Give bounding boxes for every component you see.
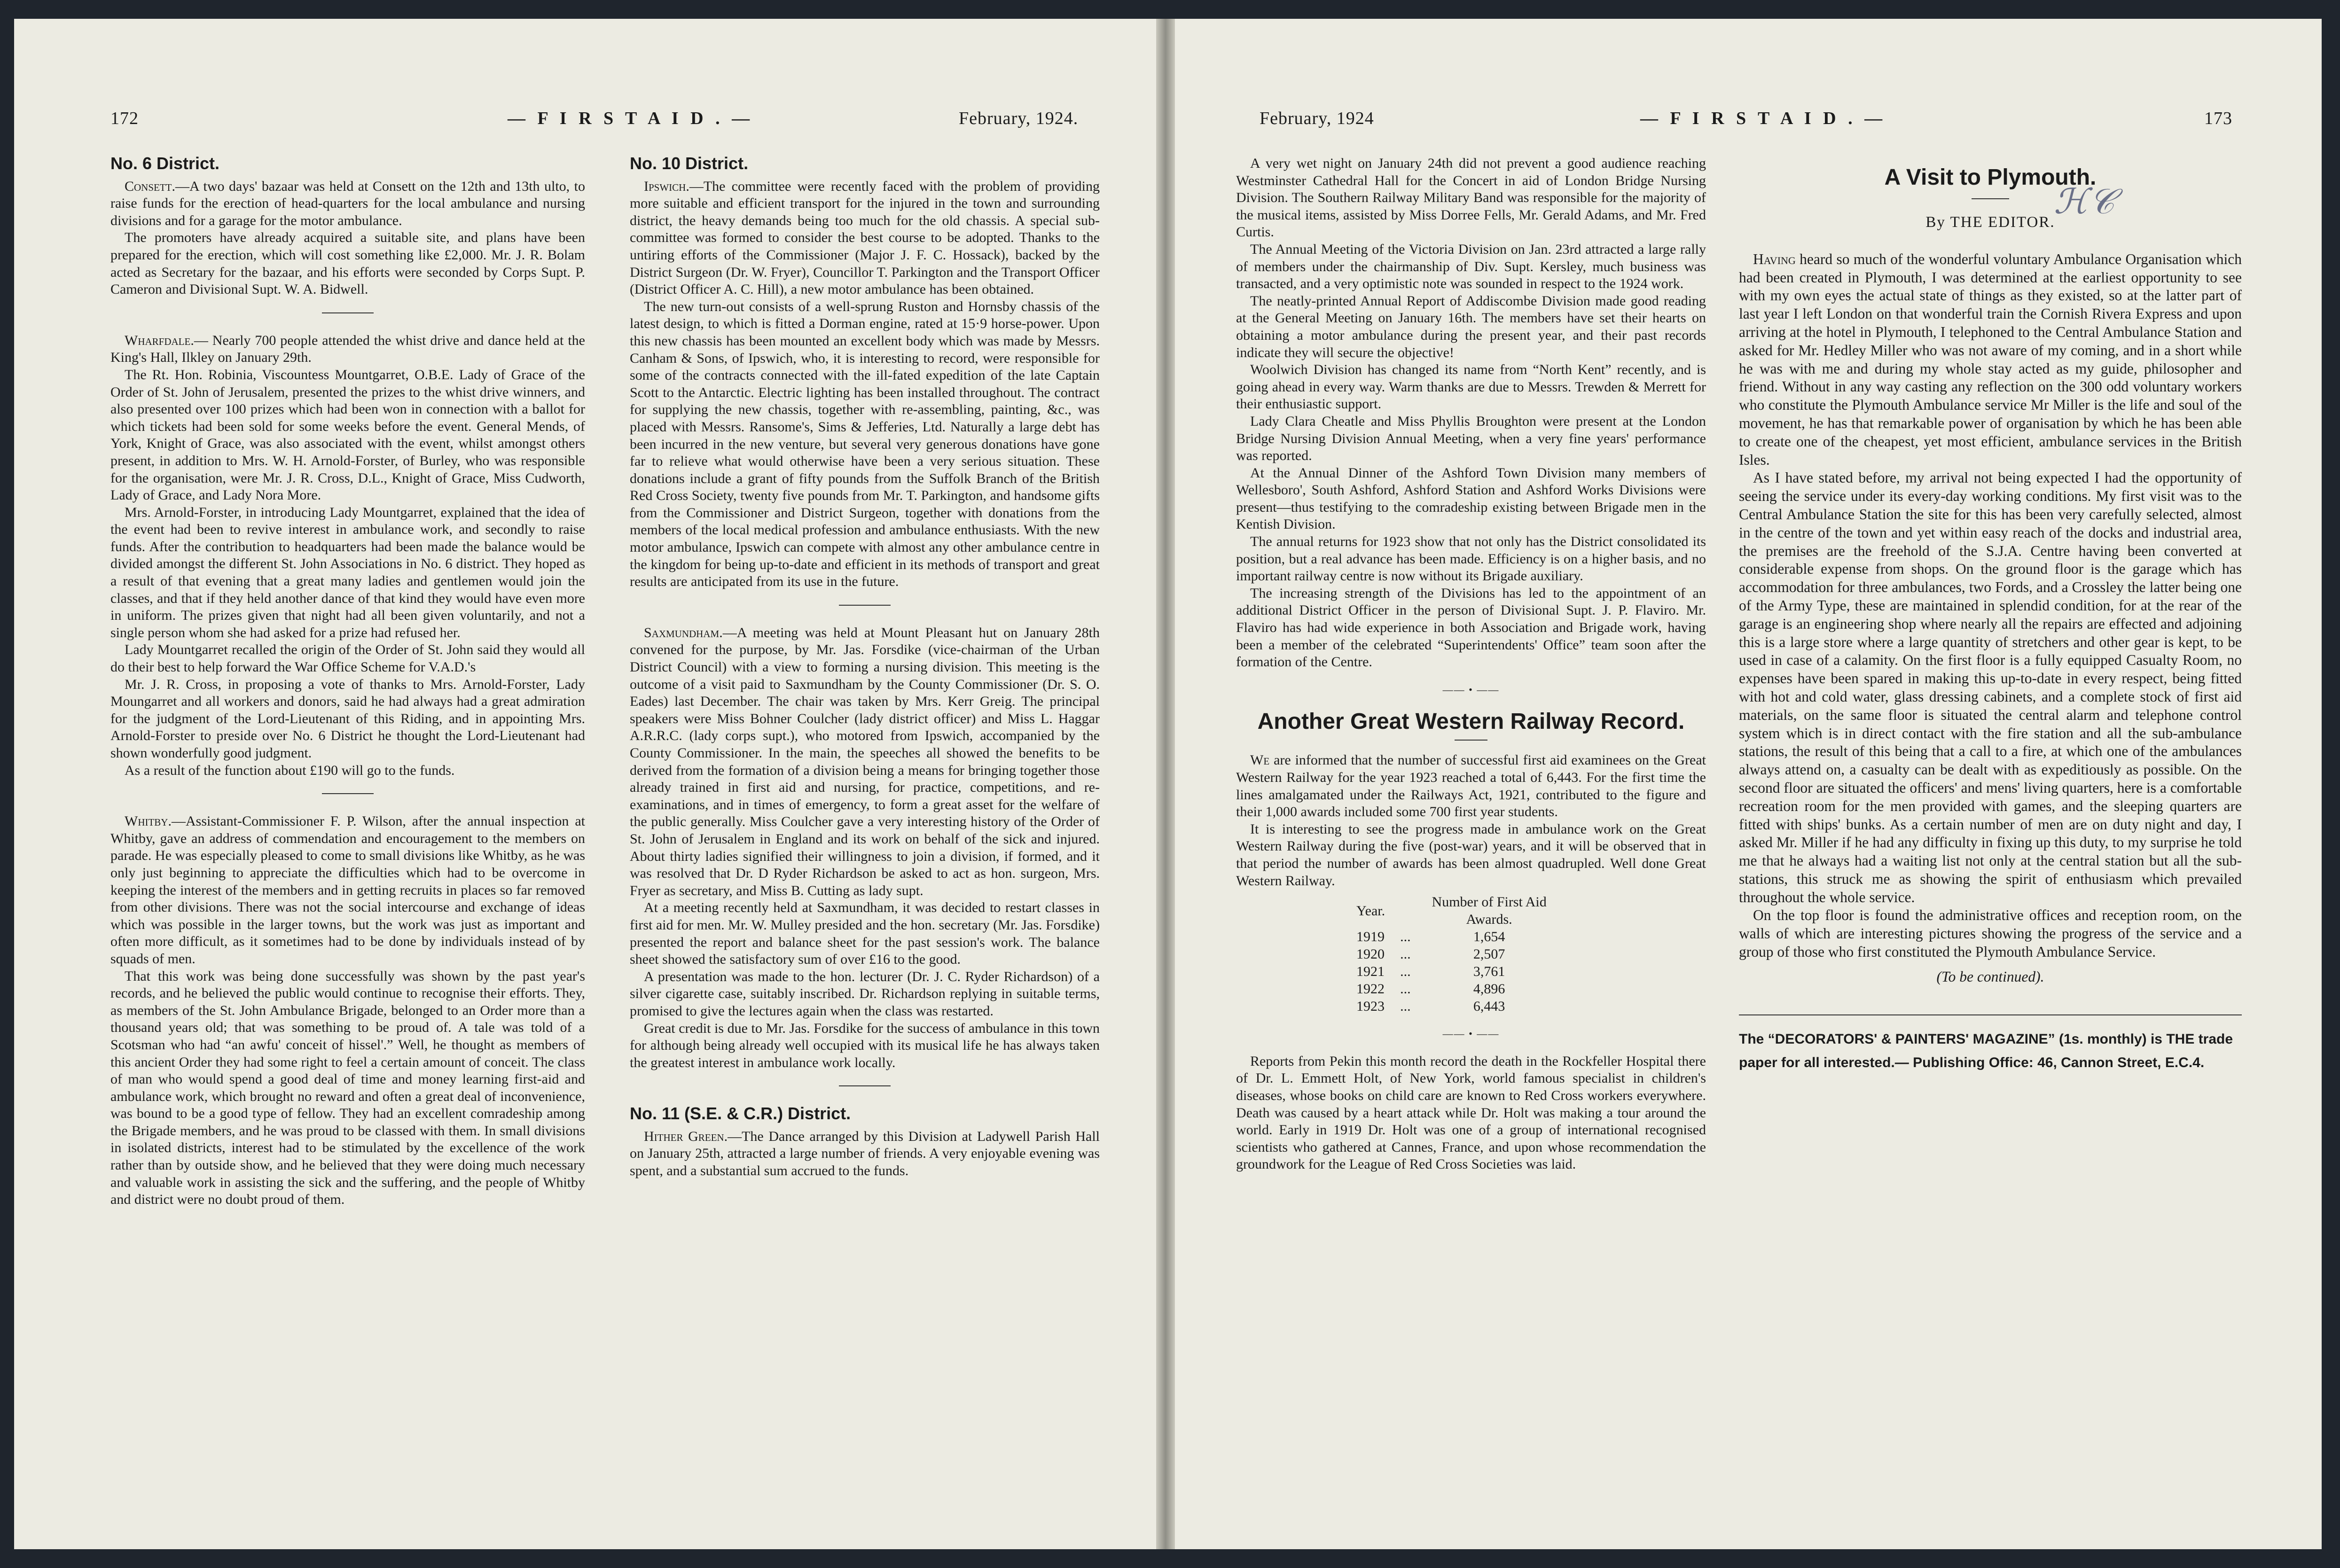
table-row [1349, 928, 1560, 945]
paragraph-text: Woolwich Division has changed its name from “North Kent” recently, and is going ahead in every way. Warm thanks are due to Messrs. Trewden & Merrett for their enthusiastic support. [1236, 362, 1706, 412]
column-left-1 [110, 155, 585, 1209]
paragraph [110, 676, 585, 762]
paragraph-lead: Whitby. [125, 813, 172, 829]
paragraph-text: The new turn-out consists of a well-sprung Ruston and Hornsby chassis of the latest design, to which is fitted a Dorman engine, rated at 15·9 horse-power. Upon this new chassis has been mounted an excellent body which was made by Messrs. Canham & Sons, of Ipswich, who, it is interesting to record, were responsible for some of the contracts connected with the ill-fated expedition of the late Captain Scott to the Antarctic. Electric lighting has been installed throughout. The contract for supplying the new chassis, together with re-assembling, painting, &c., was placed with Messrs. Ransome's, Sims & Jefferies, Ltd. Naturally a large debt has been incurred in the new venture, but several very generous donations have gone far to relieve what would otherwise have been a very serious situation. These donations include a grant of fifty pounds from the Suffolk Branch of the British Red Cross Society, twenty five pounds from Mr. T. Parkington, and handsome gifts from the Commissioner and District Surgeon, together with donations from the members of the local medical profession and ambulance enthusiasts. With the new motor ambulance, Ipswich can compete with almost any other ambulance centre in the kingdom for being up-to-date and efficient in its methods of transport and great results are anticipated from its use in the future. [630, 298, 1100, 590]
paragraph [1236, 752, 1706, 820]
divider [322, 793, 374, 794]
article-body [1739, 250, 2242, 961]
district-heading: No. 11 (S.E. & C.R.) District. [630, 1104, 851, 1123]
paragraph [1236, 293, 1706, 361]
divider [1972, 198, 2009, 199]
paragraph [1236, 465, 1706, 533]
paragraph-text: That this work was being done successfully was shown by the past year's records, and he believed the public would continue to recognise their efforts. They, as members of the St. John Ambulance Brigade, belonged to an Order more than a thousand years old; that was something to be proud of. A tale was told of a Scotsman who had “an awfu' conceit of hissel'.” Well, he thought as members of this ancient Order they had some right to feel a certain amount of conceit. The class of man who would spend a good deal of time and money learning first-aid and ambulance work, which brought no reward and often a great deal of inconvenience, was bound to be a good type of fellow. They had an excellent comradeship among the Brigade members, and he was proud to be classed with them. In small divisions in isolated districts, interest had to be stimulated by the excellence of the work rather than by outside show, and he believed that they were doing much necessary and valuable work in assisting the sick and the suffering, and the people of Whitby and district were no doubt proud of them. [110, 968, 585, 1208]
header-year: Year. [1356, 903, 1385, 919]
ornament: —— • —— [1442, 683, 1500, 695]
table-row [1349, 963, 1560, 980]
dots-cell: ... [1400, 981, 1411, 997]
year-cell: 1921 [1356, 964, 1385, 980]
paragraph-text: Lady Mountgarret recalled the origin of the Order of St. John said they would all do their best to help forward the War Office Scheme for V.A.D.'s [110, 642, 585, 675]
paragraph-text: The Annual Meeting of the Victoria Division on Jan. 23rd attracted a large rally of members under the chairmanship of Div. Supt. Kersley, much business was transacted, and a very optimistic note was sounded in respect to the 1924 work. [1236, 241, 1706, 292]
paragraph-text: As I have stated before, my arrival not being expected I had the opportunity of seeing the service under its every-day working conditions. My first visit was to the Central Ambulance Station the site for this has been very carefully selected, almost in the centre of the town and yet within easy reach of the docks and industrial area, the premises are the freehold of the S.J.A. Centre having been converted at considerable expense from shops. On the ground floor is the garage which has accommodation for three ambulances, two Fords, and a Crossley the latter being one of the Army Type, these are maintained in splendid condition, for at the rear of the garage is an engineering shop where nearly all the repairs are effected and adjoining this is a large store where a large quantity of stretchers and other gear is kept, to be used in case of a calamity. On the first floor is a fully equipped Casualty Room, no expenses have been spared in making this up-to-date in every respect, being fitted with hot and cold water, glass dressing cabinets, and a complete stock of first aid materials, on the same floor is situated the central alarm and telephone control system which is in direct contact with the fire station and all the sub-ambulance stations, the result of this being that a call to a fire, at which one of the ambulances always attend on, a casualty can be dealt with as expeditiously as possible. On the second floor are situated the officers' and mens' living quarters, here is a comfortable recreation room for the men provided with games, and the sleeping quarters are fitted with ships' bunks. As a certain number of men are on duty night and day, I asked Mr. Miller if he had any difficulty in fixing up this duty, to my surprise he told me that he always had a waiting list not only at the central station but all the sub-stations, this struck me as showing the spirit of enthusiasm which prevailed throughout the whole service. [1739, 469, 2242, 905]
article-title: A Visit to Plymouth. [1884, 165, 2097, 190]
paragraph [110, 229, 585, 298]
paragraph [1739, 469, 2242, 906]
paragraph-lead: Having [1753, 250, 1796, 267]
year-cell: 1919 [1356, 929, 1385, 945]
awards-table [1349, 893, 1560, 1015]
paragraph [630, 1020, 1100, 1072]
paragraph [630, 624, 1100, 900]
paragraph [1236, 533, 1706, 585]
ornament: —— • —— [1442, 1028, 1500, 1040]
paragraph-text: —The committee were recently faced with the problem of providing more suitable and efficient transport for the injured in the town and surrounding district, the heavy demands being too much for the old chassis. A special sub-committee was formed to consider the best course to be adopted. Thanks to the untiring efforts of the Commissioner (Major J. F. C. Hossack), backed by the District Surgeon (Dr. W. Fryer), Councillor T. Parkington and the Transport Officer (District Officer A. C. Hill), a new motor ambulance has been obtained. [630, 178, 1100, 297]
issue-date: February, 1924. [959, 109, 1079, 128]
right-page [1175, 19, 2322, 1549]
paragraph-lead: Consett. [125, 178, 176, 194]
year-cell: 1920 [1356, 946, 1385, 962]
paragraph-text: The neatly-printed Annual Report of Addiscombe Division made good reading at the General Meeting on January 16th. The members have set their hearts on obtaining a motor ambulance during the present year, and their past records indicate they will secure the objective! [1236, 293, 1706, 360]
dots-cell: ... [1400, 946, 1411, 962]
divider [1455, 740, 1487, 741]
paragraph-text: Lady Clara Cheatle and Miss Phyllis Broughton were present at the London Bridge Nursing Division Annual Meeting, when a very fine years' performance was reported. [1236, 413, 1706, 464]
paragraph [630, 899, 1100, 968]
running-head-right [1175, 108, 2322, 136]
paragraph-text: — Nearly 700 people attended the whist drive and dance held at the King's Hall, Ilkley on January 29th. [110, 332, 585, 366]
paragraph [110, 641, 585, 676]
byline [1739, 181, 2242, 232]
paragraph-text: —A two days' bazaar was held at Consett on the 12th and 13th ulto, to raise funds for the erection of head-quarters for the local ambulance and nursing divisions and for a garage for the motor ambulance. [110, 178, 585, 228]
paragraph [1236, 241, 1706, 293]
article-title: Another Great Western Railway Record. [1257, 709, 1685, 734]
paragraph-text: —The Dance arranged by this Division at Ladywell Parish Hall on January 25th, attracted a large number of friends. A very enjoyable evening was spent, and a substantial sum accrued to the funds. [630, 1128, 1100, 1179]
paragraph-text: A presentation was made to the hon. lecturer (Dr. J. C. Ryder Richardson) of a silver cigarette case, suitably inscribed. Dr. Richardson replying in suitable terms, promised to give the lectures again when the class was restarted. [630, 968, 1100, 1019]
paragraph-text: The Rt. Hon. Robinia, Viscountess Mountgarret, O.B.E. Lady of Grace of the Order of St. John of Jerusalem, presented the prizes to the whist drive winners, and also presented over 100 prizes which had been won in connection with a ballot for which tickets had been sold for some weeks before the event. General Mends, of York, Knight of Grace, was also associated with the event, whilst amongst others present, in addition to Mrs. W. H. Arnold-Forster, of Burley, who was responsible for the organisation, were Mr. J. R. Cross, D.L., Knight of Grace, Miss Cudworth, Lady of Grace, and Lady Nora More. [110, 367, 585, 503]
paragraph [110, 813, 585, 967]
paragraph-text: heard so much of the wonderful voluntary Ambulance Organisation which had been created in Plymouth, I was determined at the earliest opportunity to see with my own eyes the actual state of things as they existed, so at the latter part of last year I left London on that wonderful train the Cornish Rivera Express and upon arriving at the hotel in Plymouth, I telephoned to the Central Ambulance Station and asked for Mr. Hedley Miller who was not aware of my coming, and in a short while he was with me and during my whole stay acted as my guide, philosopher and friend. Without in any way casting any reflection on the 300 odd voluntary workers who constitute the Plymouth Ambulance service Mr Miller is the life and soul of the movement, he has that remarkable power of organisation by which he has been able to create one of the cheapest, yet most efficient, ambulance services in the British Isles. [1739, 250, 2242, 468]
awards-cell: 6,443 [1473, 999, 1505, 1014]
paragraph [110, 968, 585, 1209]
paragraph [1739, 906, 2242, 961]
table-header-row [1349, 893, 1560, 928]
page-number: 173 [2204, 109, 2232, 128]
header-number: Number of First Aid Awards. [1432, 894, 1547, 928]
table-row [1349, 998, 1560, 1015]
paragraph-lead: We [1250, 752, 1270, 768]
paragraph-text: It is interesting to see the progress made in ambulance work on the Great Western Railway during the five (post-war) years, and it will be observed that in that period the number of awards has been almost quadrupled. Well done Great Western Railway. [1236, 821, 1706, 889]
column-right-1 [1236, 155, 1706, 1173]
paragraph [1739, 250, 2242, 469]
paragraph-lead: Ipswich. [644, 178, 689, 194]
advertisement: The “DECORATORS' & PAINTERS' MAGAZINE” (1s. monthly) is THE trade paper for all interested.— Publishing Office: 46, Cannon Street, E.C.4. [1739, 1014, 2242, 1075]
paragraph [630, 298, 1100, 591]
paragraph-lead: Saxmundham. [644, 624, 723, 640]
paragraph-text: As a result of the function about £190 will go to the funds. [125, 762, 455, 778]
paragraph [1236, 155, 1706, 241]
paragraph-lead: Hither Green. [644, 1128, 728, 1144]
divider [839, 605, 891, 606]
paragraph [110, 367, 585, 504]
year-cell: 1923 [1356, 999, 1385, 1014]
dots-cell: ... [1400, 929, 1411, 945]
paragraph [110, 178, 585, 230]
paragraph-text: The increasing strength of the Divisions has led to the appointment of an additional District Officer in the person of Divisional Supt. J. P. Flaviro. Mr. Flaviro has had wide experience in both Association and Brigade work, having been a member of the celebrated “Superintendents' Office” team soon after the formation of the Centre. [1236, 585, 1706, 670]
paragraph [110, 332, 585, 367]
issue-date: February, 1924 [1260, 109, 1374, 128]
paragraph [110, 504, 585, 642]
column-right-2 [1739, 155, 2242, 1075]
paragraph [110, 762, 585, 780]
table-row [1349, 945, 1560, 963]
paragraph [630, 178, 1100, 298]
year-cell: 1922 [1356, 981, 1385, 997]
page-number: 172 [110, 109, 139, 128]
district-heading: No. 10 District. [630, 154, 749, 173]
paragraph-text: At the Annual Dinner of the Ashford Town Division many members of Wellesboro', South Ashford, Ashford Station and Ashford Works Divisions were present—thus testifying to the comradeship existing between Brigade men in the Kentish Division. [1236, 465, 1706, 532]
book-spine [1156, 19, 1175, 1549]
awards-cell: 4,896 [1473, 981, 1505, 997]
running-head-left [14, 108, 1156, 136]
to-be-continued: (To be continued). [1936, 968, 2044, 985]
paragraph [1236, 821, 1706, 889]
dots-cell: ... [1400, 964, 1411, 980]
awards-cell: 2,507 [1473, 946, 1505, 962]
paragraph-text: —Assistant-Commissioner F. P. Wilson, after the annual inspection at Whitby, gave an address of commendation and encouragement to the members on parade. He was especially pleased to come to small divisions like Whitby, as he was only just beginning to appreciate the difficulties which had to be overcome in keeping the interest of the members and in getting recruits in places so far removed from other divisions. There was not the social intercourse and exchange of ideas which was possible in the larger towns, but the work was just as important and often more difficult, as it sometimes had to be done by individuals instead of by squads of men. [110, 813, 585, 967]
awards-cell: 1,654 [1473, 929, 1505, 945]
paragraph-text: are informed that the number of successful first aid examinees on the Great Western Railway for the year 1923 reached a total of 6,443. For the first time the lines amalgamated under the Railways Act, 1921, contributed to the figure and their 1,000 awards included some 700 first year students. [1236, 752, 1706, 820]
journal-title: — F I R S T A I D . — [508, 109, 754, 128]
paragraph [1236, 1053, 1706, 1173]
paragraph-text: The promoters have already acquired a suitable site, and plans have been prepared for the erection, which will cost something like £2,000. Mr. J. R. Bolam acted as Secretary for the bazaar, and his efforts were seconded by Corps Supt. P. Cameron and Divisional Supt. W. A. Bidwell. [110, 230, 585, 297]
paragraph-text: —A meeting was held at Mount Pleasant hut on January 28th convened for the purpose, by Mr. Jas. Forsdike (vice-chairman of the Urban District Council) with a view to forming a nursing division. This meeting is the outcome of a visit paid to Saxmundham by the County Commissioner (Dr. S. O. Eades) last December. The chair was taken by Mrs. Kerr Greig. The principal speakers were Miss Bohner Coulcher (lady district officer) and Miss L. Haggar A.R.R.C. (lady corps supt.), who motored from Ipswich, accompanied by the County Commissioner. In the main, the speeches all showed the benefits to be derived from the formation of a division being a means for bringing together those already trained in first aid and nursing, for practice, competitions, and re-examinations, and in times of emergency, to form a great asset for the welfare of the public generally. Miss Coulcher gave a very interesting history of the Order of St. John of Jerusalem in England and its work on behalf of the sick and injured. About thirty ladies signified their willingness to join a division, if formed, and it was resolved that Dr. D Ryder Richardson be asked to act as hon. surgeon, Mrs. Fryer as secretary, and Miss B. Cutting as lady supt. [630, 624, 1100, 898]
column-left-2 [630, 155, 1100, 1180]
paragraph [630, 1128, 1100, 1180]
paragraph-text: The annual returns for 1923 show that not only has the District consolidated its position, but a real advance has been made. Efficiency is on a higher basis, and no important railway centre is now without its Brigade auxiliary. [1236, 534, 1706, 584]
paragraph-lead: Wharfdale. [125, 332, 194, 348]
district-heading: No. 6 District. [110, 154, 220, 173]
left-page [14, 19, 1156, 1549]
byline-text: By THE EDITOR. [1925, 214, 2055, 231]
paragraph [1236, 413, 1706, 465]
awards-cell: 3,761 [1473, 964, 1505, 980]
table-row [1349, 980, 1560, 998]
paragraph [1236, 361, 1706, 413]
header-spacer [1393, 893, 1418, 928]
dots-cell: ... [1400, 999, 1411, 1014]
journal-title: — F I R S T A I D . — [1640, 109, 1886, 128]
paragraph-text: Great credit is due to Mr. Jas. Forsdike for the success of ambulance in this town for although being already well occupied with its musical life he has always taken the greatest interest in ambulance work locally. [630, 1020, 1100, 1070]
editor-signature: ℋ𝒞 [2054, 181, 2116, 222]
paragraph-text: Reports from Pekin this month record the death in the Rockfeller Hospital there of Dr. L. Emmett Holt, of New York, world famous specialist in children's diseases, whose books on child care are known to Red Cross workers everywhere. Death was caused by a heart attack while Dr. Holt was making a tour around the world. Early in 1919 Dr. Holt was one of a group of international recognised scientists who gathered at Cannes, France, and upon whose recommendation the groundwork for the League of Red Cross Societies was laid. [1236, 1053, 1706, 1172]
paragraph-text: A very wet night on January 24th did not prevent a good audience reaching Westminster Cathedral Hall for the Concert in aid of London Bridge Nursing Division. The Southern Railway Military Band was responsible for the majority of the musical items, assisted by Miss Dorree Fells, Mr. Gerald Adams, and Mr. Fred Curtis. [1236, 156, 1706, 240]
paragraph [630, 968, 1100, 1020]
paragraph-text: On the top floor is found the administrative offices and reception room, on the walls of which are interesting pictures showing the progress of the service and a group of those who first constituted the Plymouth Ambulance Service. [1739, 907, 2242, 960]
paragraph-text: Mr. J. R. Cross, in proposing a vote of thanks to Mrs. Arnold-Forster, Lady Moungarret and all workers and donors, said he had always had a great admiration for the judgment of the Lord-Lieutenant of this Riding, and in appointing Mrs. Arnold-Forster to preside over No. 6 District he thought the Lord-Lieutenant had shown wonderfully good judgment. [110, 676, 585, 761]
divider [322, 312, 374, 313]
paragraph-text: At a meeting recently held at Saxmundham, it was decided to restart classes in first aid for men. Mr. W. Mulley presided and the hon. secretary (Mr. Jas. Forsdike) presented the report and balance sheet for the past session's work. The balance sheet showed the satisfactory sum of over £16 to the good. [630, 900, 1100, 967]
paragraph [1236, 585, 1706, 671]
divider [839, 1085, 891, 1086]
paragraph-text: Mrs. Arnold-Forster, in introducing Lady Mountgarret, explained that the idea of the event had been to revive interest in ambulance work, and secondly to raise funds. After the contribution to headquarters had been made the balance would be divided amongst the different St. John Associations in No. 6 district. They hoped as a result of that evening that a great many ladies and gentlemen would join the classes, and that if they held another dance of that kind they would have even more in uniform. The prizes given that night had all been given voluntarily, and not a single person whom she had asked for a prize had refused her. [110, 504, 585, 640]
